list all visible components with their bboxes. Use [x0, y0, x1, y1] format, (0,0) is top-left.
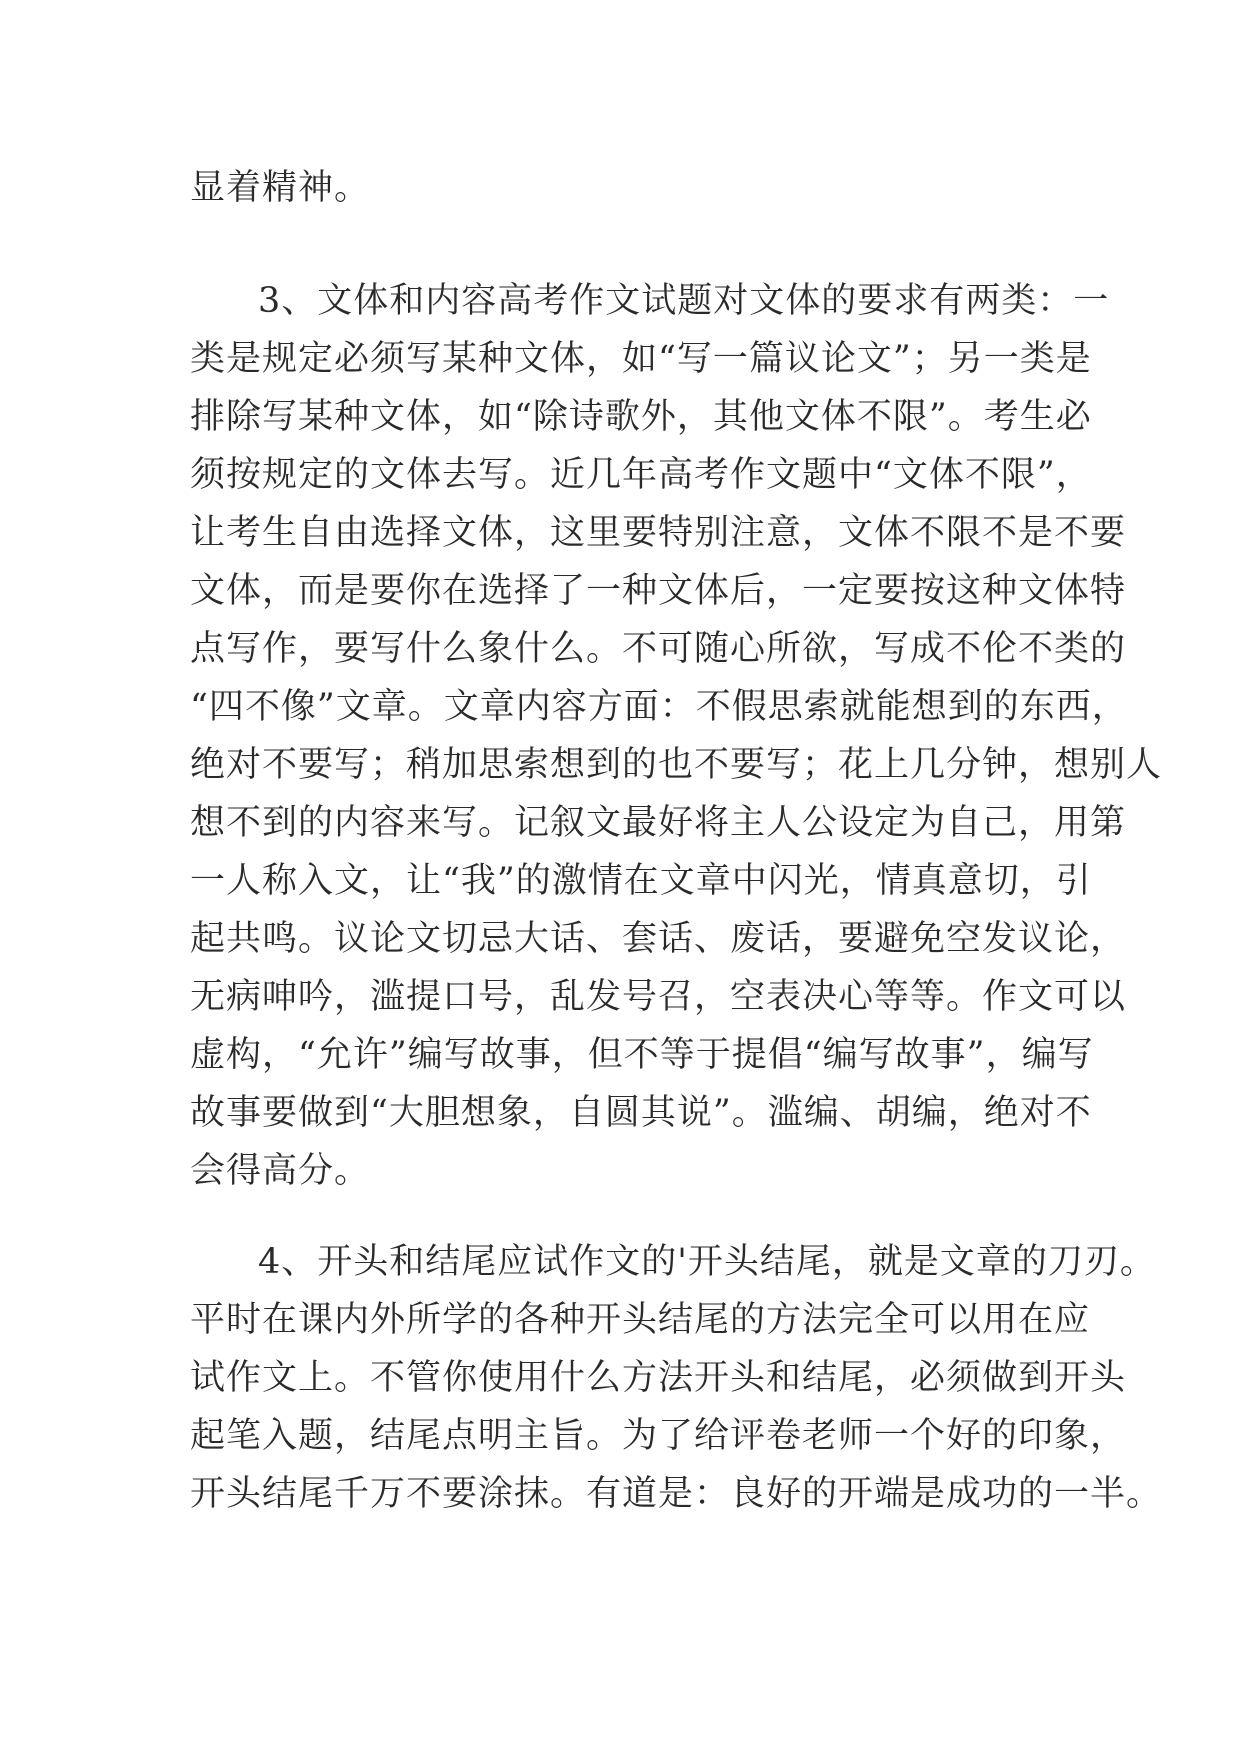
text-line: 点写作，要写什么象什么。不可随心所欲，写成不伦不类的 [190, 629, 1127, 669]
text-line: 排除写某种文体，如“除诗歌外，其他文体不限”。考生必 [190, 397, 1092, 437]
text-line: 平时在课内外所学的各种开头结尾的方法完全可以用在应 [190, 1300, 1091, 1340]
text-line: 开头结尾千万不要涂抹。有道是：良好的开端是成功的一半。 [190, 1474, 1163, 1514]
text-line: 故事要做到“大胆想象，自圆其说”。滥编、胡编，绝对不 [190, 1093, 1092, 1133]
paragraph-4 [190, 1233, 1163, 1523]
text-line: 4、开头和结尾应试作文的'开头结尾，就是文章的刀刃。 [258, 1242, 1156, 1282]
text-line: 让考生自由选择文体，这里要特别注意，文体不限不是不要 [190, 513, 1127, 553]
text-line: 无病呻吟，滥提口号，乱发号召，空表决心等等。作文可以 [190, 977, 1127, 1017]
text-line: 须按规定的文体去写。近几年高考作文题中“文体不限”， [190, 455, 1092, 495]
text-line: 起笔入题，结尾点明主旨。为了给评卷老师一个好的印象， [190, 1416, 1127, 1456]
text-line: 试作文上。不管你使用什么方法开头和结尾，必须做到开头 [190, 1358, 1127, 1398]
text-line: “四不像”文章。文章内容方面：不假思索就能想到的东西， [190, 687, 1128, 727]
text-line: 显着精神。 [190, 168, 371, 208]
paragraph-continuation [190, 159, 1050, 217]
text-line: 3、文体和内容高考作文试题对文体的要求有两类：一 [258, 281, 1110, 321]
text-line: 绝对不要写；稍加思索想到的也不要写；花上几分钟，想别人 [190, 745, 1163, 785]
text-line: 文体，而是要你在选择了一种文体后，一定要按这种文体特 [190, 571, 1127, 611]
text-line: 虚构，“允许”编写故事，但不等于提倡“编写故事”，编写 [190, 1035, 1094, 1075]
paragraph-3 [190, 272, 1163, 1200]
text-line: 起共鸣。议论文切忌大话、套话、废话，要避免空发议论， [190, 919, 1127, 959]
text-line: 类是规定必须写某种文体，如“写一篇议论文”；另一类是 [190, 339, 1092, 379]
text-line: 一人称入文，让“我”的激情在文章中闪光，情真意切，引 [190, 861, 1092, 901]
text-line: 想不到的内容来写。记叙文最好将主人公设定为自己，用第 [190, 803, 1127, 843]
text-line: 会得高分。 [190, 1151, 371, 1191]
